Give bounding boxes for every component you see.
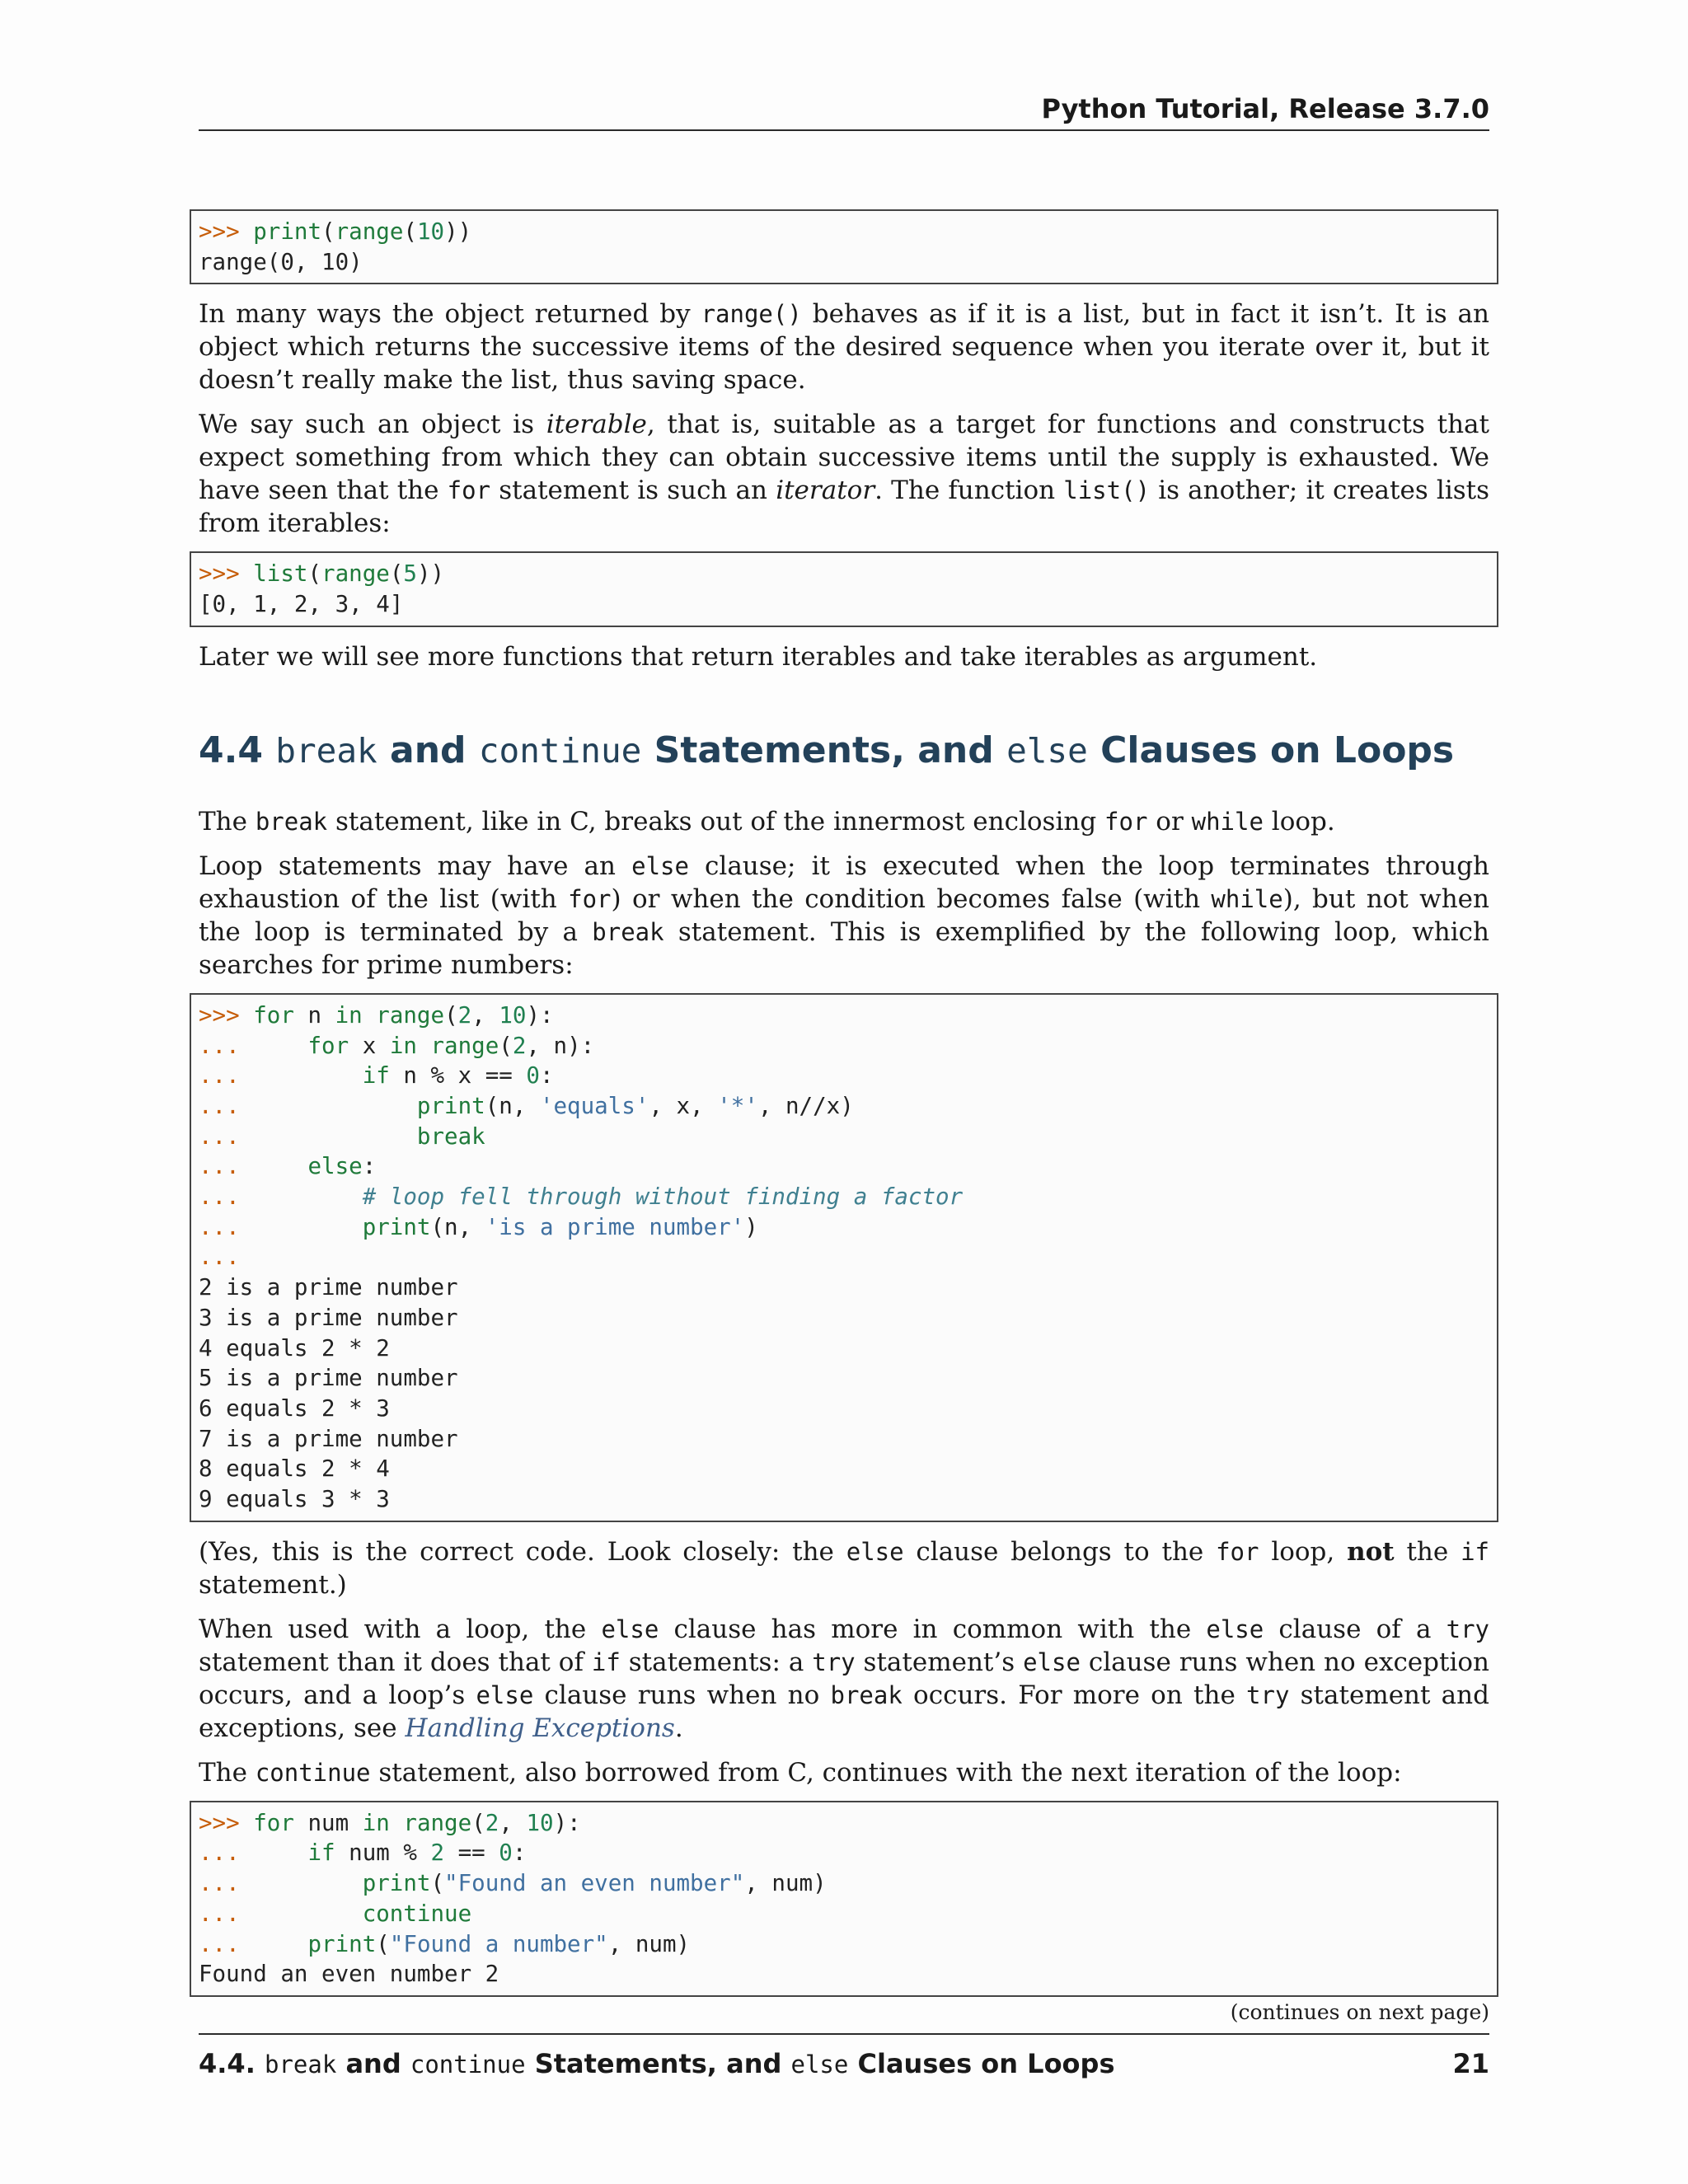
paragraph-later: Later we will see more functions that return iterables and take iterables as argument. — [199, 641, 1318, 672]
code-text: >>> list(range(5)) [0, 1, 2, 3, 4] — [199, 560, 445, 618]
paragraph-continue: The continue statement, also borrowed from C, continues with the next iteration of the loop: — [199, 1757, 1402, 1788]
page-number: 21 — [1452, 2048, 1489, 2079]
paragraph-iterable: We say such an object is iterable, that is, suitable as a target for functions and constructs that expect something from which they can obtain successive items until the supply is exhausted. We have seen that the for statement is such an iterator. The function list() is another; it creates lists from iterables: — [199, 410, 1490, 539]
section-heading: 4.4 break and continue Statements, and else Clauses on Loops — [199, 729, 1455, 771]
code-text: >>> print(range(10)) range(0, 10) — [199, 218, 472, 275]
code-text: >>> for num in range(2, 10): ... if num % 2 == 0: ... print("Found an even number", num) ... continue ... print("Found a number", num) Found an even number 2 — [199, 1809, 827, 1988]
running-header — [199, 93, 1489, 131]
header-title: Python Tutorial, Release 3.7.0 — [1041, 93, 1489, 124]
paragraph-else-clause: Loop statements may have an else clause; it is executed when the loop terminates through exhaustion of the list (with for) or when the condition becomes false (with while), but not when the loop is terminated by a break statement. This is exemplified by the following loop, which searches for prime numbers: — [199, 851, 1490, 980]
paragraph-yes-correct: (Yes, this is the correct code. Look closely: the else clause belongs to the for loop, not the if statement.) — [199, 1536, 1489, 1600]
handling-exceptions-link[interactable]: Handling Exceptions — [405, 1713, 675, 1743]
page-content — [199, 209, 1489, 2024]
code-text: >>> for n in range(2, 10): ... for x in range(2, n): ... if n % x == 0: ... print(n, 'equals', x, '*', n//x) ... break ... else: ... # loop fell through without finding a factor ... print(n, 'is a prime number') ... 2 is a prime number 3 is a prime number 4 equals 2 * 2 5 is a prime number 6 equals 2 * 3 7 is a prime number 8 equals 2 * 4 9 equals 3 * 3 — [199, 1001, 964, 1513]
continues-note: (continues on next page) — [1230, 1999, 1489, 2024]
paragraph-break: The break statement, like in C, breaks out of the innermost enclosing for or while loop. — [199, 806, 1335, 837]
paragraph-else-vs-try: When used with a loop, the else clause has more in common with the else clause of a try statement than it does that of if statements: a try statement’s else clause runs when no exception occurs, and a loop’s else clause runs when no break occurs. For more on the try statement and exceptions, see Handling Exceptions. — [199, 1614, 1490, 1743]
footer-section-title: 4.4. break and continue Statements, and else Clauses on Loops — [199, 2048, 1115, 2079]
code-block-continue-loop — [190, 1801, 1498, 1997]
code-block-prime-loop — [190, 993, 1498, 1522]
running-footer — [199, 2033, 1489, 2079]
paragraph-range-object: In many ways the object returned by range() behaves as if it is a list, but in fact it isn’t. It is an object which returns the successive items of the desired sequence when you iterate over it, but it doesn’t really make the list, thus saving space. — [199, 299, 1489, 396]
code-block-list-range — [190, 551, 1498, 626]
code-block-range-print — [190, 209, 1498, 284]
